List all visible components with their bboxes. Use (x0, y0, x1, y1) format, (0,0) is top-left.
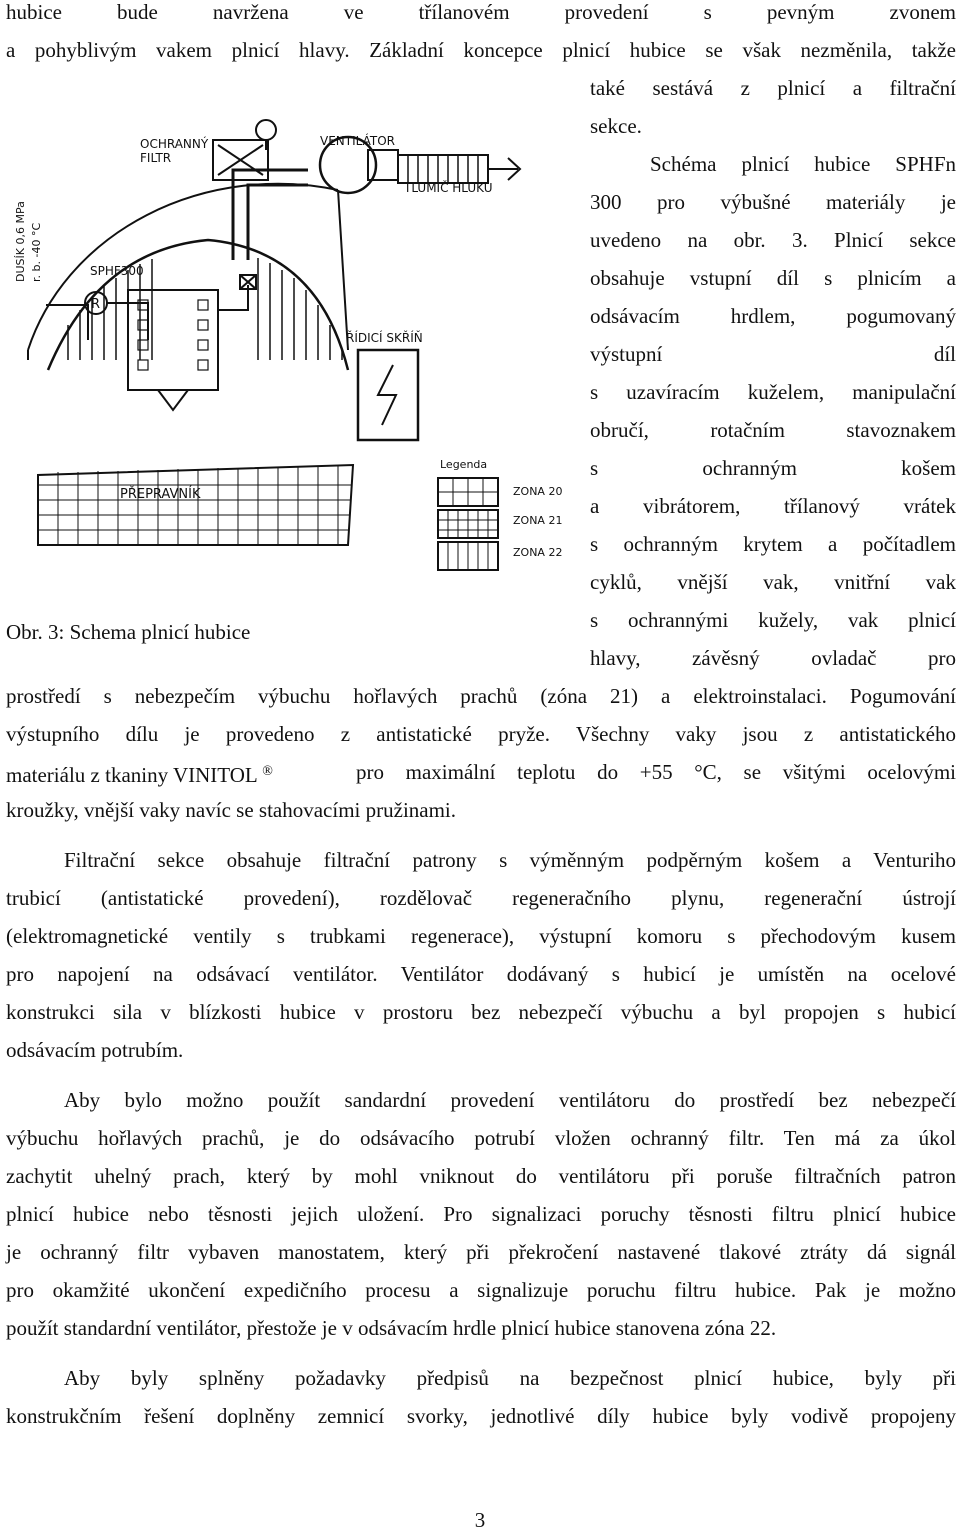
text-line: sekce. (590, 114, 642, 138)
figure-caption: Obr. 3: Schema plnicí hubice (6, 620, 251, 644)
text-line: s uzavíracím kuželem, manipulační (590, 380, 956, 404)
text-line: hubice bude navržena ve třílanovém provedení s pevným zvonem (6, 0, 956, 24)
text-line: kroužky, vnější vaky navíc se stahovacími pružinami. (6, 798, 457, 822)
figure-label-transfer: PŘEPRAVNÍK (120, 487, 201, 502)
figure-label-silencer: TLUMIČ HLUKU (404, 181, 493, 195)
text-line: hlavy, závěsný ovladač pro (590, 646, 956, 670)
text-line: Aby bylo možno použít sandardní provedení ventilátoru do prostředí bez nebezpečí (64, 1088, 956, 1112)
text-line: pro okamžité ukončení expedičního procesu a signalizuje poruchu filtru hubice. Pak je možno (6, 1278, 956, 1302)
text-line: Aby byly splněny požadavky předpisů na bezpečnost plnicí hubice, byly při (64, 1366, 956, 1390)
figure-legend-zone: ZONA 22 (513, 546, 563, 559)
figure-legend-zone: ZONA 20 (513, 485, 563, 498)
text-line (6, 760, 956, 786)
figure-label-filter: OCHRANNÝ (140, 137, 209, 151)
text-line: plnicí hubice nebo těsnosti jejich uložení. Pro signalizaci poruchy těsnosti filtru plnicí hubice (6, 1202, 956, 1226)
text-line: je ochranný filtr vybaven manostatem, který při překročení nastavené tlakové ztráty dá signál (6, 1240, 956, 1264)
figure-label-filter: FILTR (140, 151, 172, 165)
text-line: konstrukci sila v blízkosti hubice v prostoru bez nebezpečí výbuchu a byl propojen s hubicí (6, 1000, 956, 1024)
page-number: 3 (474, 1508, 486, 1532)
text-line: konstrukčním řešení doplněny zemnicí svorky, jednotlivé díly hubice byly vodivě propojeny (6, 1404, 956, 1428)
figure-label-dewpoint: r. b. -40 °C (30, 222, 43, 282)
text-line: Schéma plnicí hubice SPHFn (650, 152, 956, 176)
figure-label-reducer: R (91, 297, 101, 312)
text-line: odsávacím potrubím. (6, 1038, 184, 1062)
figure-legend-zone: ZONA 21 (513, 514, 563, 527)
text-line: Filtrační sekce obsahuje filtrační patrony s výměnným podpěrným košem a Venturiho (64, 848, 956, 872)
text-line: s ochranným krytem a počítadlem (590, 532, 956, 556)
text-line: pro napojení na odsávací ventilátor. Ventilátor dodávaný s hubicí je umístěn na ocelové (6, 962, 956, 986)
text-fragment: pro maximální teplotu do +55 °C, se všitými ocelovými (356, 760, 956, 784)
text-line: s ochrannými kužely, vak plnicí (590, 608, 956, 632)
text-line: a vibrátorem, třílanový vrátek (590, 494, 956, 518)
text-line: uvedeno na obr. 3. Plnicí sekce (590, 228, 956, 252)
text-line: 300 pro výbušné materiály je (590, 190, 956, 214)
text-line: cyklů, vnější vak, vnitřní vak (590, 570, 956, 594)
text-line: zachytit uhelný prach, který by mohl vniknout do ventilátoru při poruše filtračních patron (6, 1164, 956, 1188)
figure-label-control-box: ŘÍDICÍ SKŘÍŇ (346, 331, 423, 345)
text-fragment: materiálu z tkaniny VINITOL ® (6, 763, 273, 787)
text-line: výstupní díl (590, 342, 956, 366)
text-line: obručí, rotačním stavoznakem (590, 418, 956, 442)
text-line: trubicí (antistatické provedení), rozdělovač regeneračního plynu, regenerační ústrojí (6, 886, 956, 910)
filling-spout-schema-figure (8, 110, 578, 590)
text-line: (elektromagnetické ventily s trubkami regenerace), výstupní komoru s přechodovým kusem (6, 924, 956, 948)
figure-label-sphf: SPHF300 (90, 264, 144, 278)
text-line: s ochranným košem (590, 456, 956, 480)
text-line: také sestává z plnicí a filtrační (590, 76, 956, 100)
text-line: výstupního dílu je provedeno z antistatické pryže. Všechny vaky jsou z antistatického (6, 722, 956, 746)
text-line: výbuchu hořlavých prachů, je do odsávacího potrubí vložen ochranný filtr. Ten má za úkol (6, 1126, 956, 1150)
text-line: prostředí s nebezpečím výbuchu hořlavých prachů (zóna 21) a elektroinstalaci. Pogumování (6, 684, 956, 708)
figure-legend-title: Legenda (440, 458, 488, 471)
text-line: obsahuje vstupní díl s plnicím a (590, 266, 956, 290)
figure-label-ventilator: VENTILÁTOR (320, 134, 395, 148)
text-line: odsávacím hrdlem, pogumovaný (590, 304, 956, 328)
registered-mark: ® (262, 764, 273, 779)
text-line: použít standardní ventilátor, přestože je v odsávacím hrdle plnicí hubice stanovena zóna 22. (6, 1316, 777, 1340)
figure-label-nitrogen: DUSÍK 0,6 MPa (14, 201, 27, 282)
text-line: a pohyblivým vakem plnicí hlavy. Základní koncepce plnicí hubice se však nezměnila, takže (6, 38, 956, 62)
